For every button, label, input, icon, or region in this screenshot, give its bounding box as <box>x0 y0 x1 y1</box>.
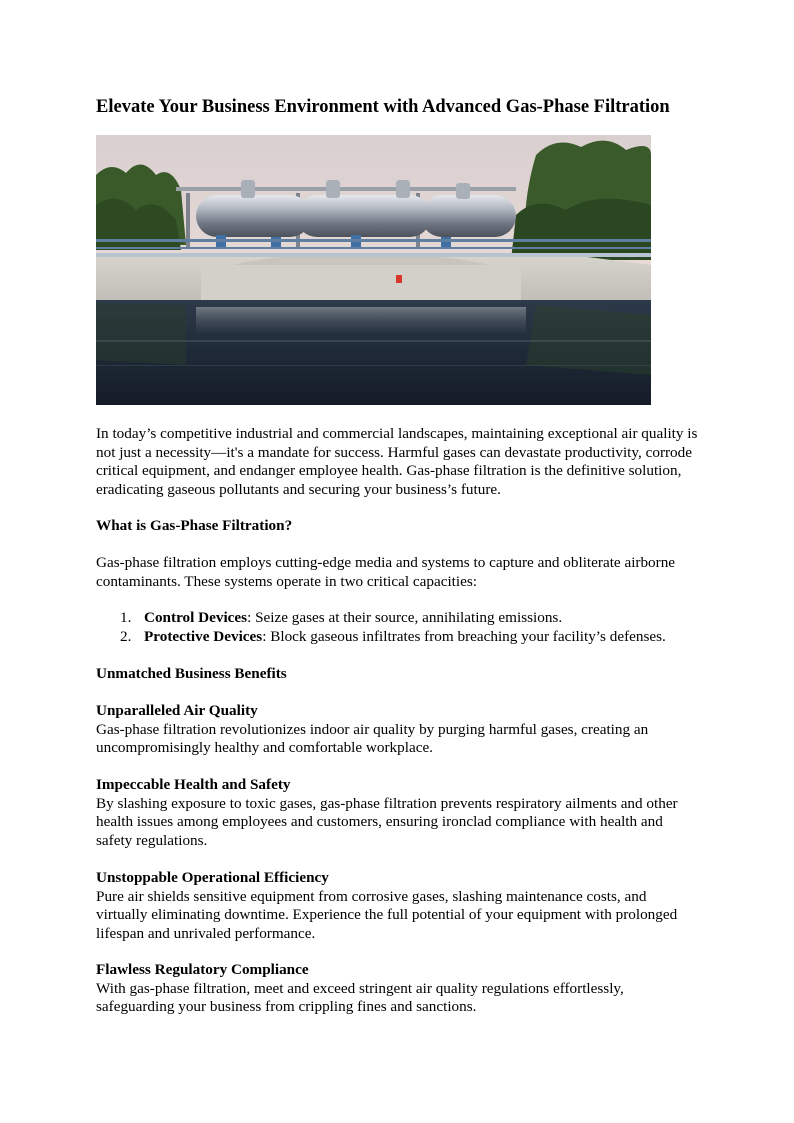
benefit-text: By slashing exposure to toxic gases, gas-phase filtration prevents respiratory ailments and other health issues among employees and customers, ensuring ironclad compliance with health and safety regulations. <box>96 794 678 849</box>
list-number: 1. <box>120 609 132 626</box>
list-item <box>96 628 716 647</box>
capacities-list <box>96 609 716 646</box>
benefit-section <box>96 869 696 943</box>
what-is-heading: What is Gas-Phase Filtration? <box>96 517 293 534</box>
benefit-text: Gas-phase filtration revolutionizes indoor air quality by purging harmful gases, creating an uncompromisingly healthy and comfortable workplace. <box>96 720 649 757</box>
benefit-section <box>96 961 696 1017</box>
list-item <box>96 609 716 628</box>
benefit-section <box>96 776 696 850</box>
list-description: : Seize gases at their source, annihilating emissions. <box>247 609 563 626</box>
list-term: Protective Devices <box>144 627 263 645</box>
intro-paragraph: In today’s competitive industrial and commercial landscapes, maintaining exceptional air quality is not just a necessity—it's a mandate for success. Harmful gases can devastate productivity, corrode critical equipment, and endanger employee health. Gas-phase filtration is the definitive solution, eradicating gaseous pollutants and securing your business’s future. <box>96 425 698 498</box>
what-is-paragraph: Gas-phase filtration employs cutting-edge media and systems to capture and obliterate airborne contaminants. These systems operate in two critical capacities: <box>96 554 676 590</box>
benefit-text: Pure air shields sensitive equipment from corrosive gases, slashing maintenance costs, and virtually eliminating downtime. Experience the full potential of your equipment with prolonged lifespan and unrivaled performance. <box>96 887 678 942</box>
benefit-heading: Flawless Regulatory Compliance <box>96 961 309 978</box>
benefit-heading: Unstoppable Operational Efficiency <box>96 869 329 886</box>
benefit-section <box>96 702 696 758</box>
list-number: 2. <box>120 627 132 645</box>
list-description: : Block gaseous infiltrates from breaching your facility’s defenses. <box>262 627 666 645</box>
page-title: Elevate Your Business Environment with Advanced Gas-Phase Filtration <box>96 97 670 117</box>
list-term: Control Devices <box>144 609 248 626</box>
benefit-heading: Unparalleled Air Quality <box>96 702 258 719</box>
benefit-heading: Impeccable Health and Safety <box>96 776 291 793</box>
benefits-heading: Unmatched Business Benefits <box>96 665 287 682</box>
benefit-text: With gas-phase filtration, meet and exceed stringent air quality regulations effortlessly, safeguarding your business from crippling fines and sanctions. <box>96 979 624 1016</box>
hero-image <box>96 135 651 405</box>
